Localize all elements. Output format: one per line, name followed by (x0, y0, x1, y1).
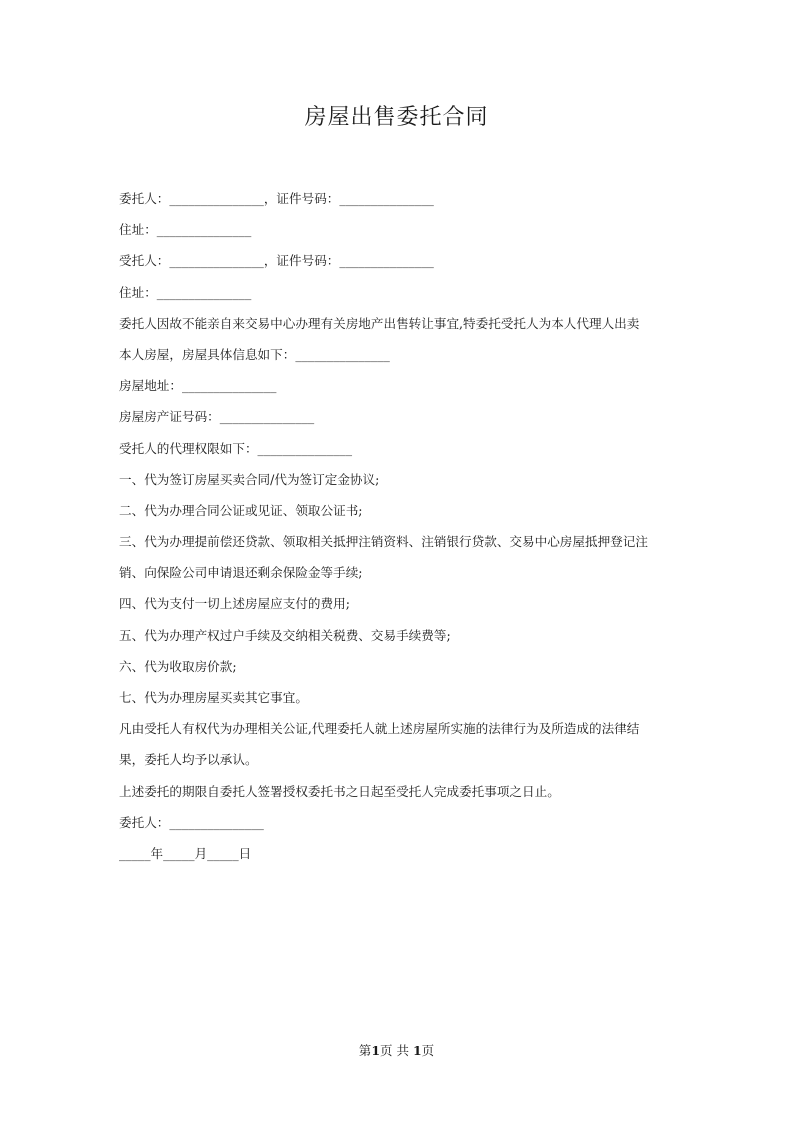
page-footer (0, 1041, 793, 1059)
footer-prefix: 第 (358, 1043, 372, 1058)
footer-mid: 页 共 (380, 1043, 413, 1058)
footer-total-pages: 1 (412, 1043, 422, 1058)
footer-suffix: 页 (421, 1043, 435, 1058)
signature-line: 委托人：_______________ (119, 814, 264, 830)
authority-item-4: 四、代为支付一切上述房屋应支付的费用; (119, 596, 350, 612)
property-certificate-line: 房屋房产证号码：_______________ (119, 409, 315, 425)
authority-item-6: 六、代为收取房价款; (119, 658, 237, 674)
authority-item-1: 一、代为签订房屋买卖合同/代为签订定金协议; (119, 471, 380, 487)
authority-item-3-line-2: 销、向保险公司申请退还剩余保险金等手续; (119, 565, 363, 581)
client-line: 委托人：_______________，证件号码：_______________ (119, 191, 434, 206)
client-address-line: 住址：_______________ (119, 222, 252, 238)
agent-line: 受托人：_______________，证件号码：_______________ (119, 253, 434, 269)
entrust-statement-line-2: 本人房屋，房屋具体信息如下：_______________ (119, 346, 390, 362)
date-line: _____年_____月_____日 (119, 845, 252, 861)
document-body (119, 183, 684, 869)
authority-heading-line: 受托人的代理权限如下：_______________ (119, 440, 352, 456)
agent-address-line: 住址：_______________ (119, 284, 252, 300)
authority-item-3-line-1: 三、代为办理提前偿还贷款、领取相关抵押注销资料、注销银行贷款、交易中心房屋抵押登记注 (119, 534, 648, 550)
document-title: 房屋出售委托合同 (304, 105, 489, 130)
term-line: 上述委托的期限自委托人签署授权委托书之日起至受托人完成委托事项之日止。 (119, 783, 560, 799)
entrust-statement-line-1: 委托人因故不能亲自来交易中心办理有关房地产出售转让事宜,特委托受托人为本人代理人出卖 (119, 315, 640, 331)
authority-item-2: 二、代为办理合同公证或见证、领取公证书; (119, 502, 363, 518)
acknowledgement-line-1: 凡由受托人有权代为办理相关公证,代理委托人就上述房屋所实施的法律行为及所造成的法律结 (119, 721, 640, 737)
authority-item-7: 七、代为办理房屋买卖其它事宜。 (119, 690, 308, 705)
footer-page-number: 1 (371, 1043, 381, 1058)
acknowledgement-line-2: 果，委托人均予以承认。 (119, 752, 258, 768)
authority-item-5: 五、代为办理产权过户手续及交纳相关税费、交易手续费等; (119, 627, 451, 643)
property-address-line: 房屋地址：_______________ (119, 378, 277, 394)
